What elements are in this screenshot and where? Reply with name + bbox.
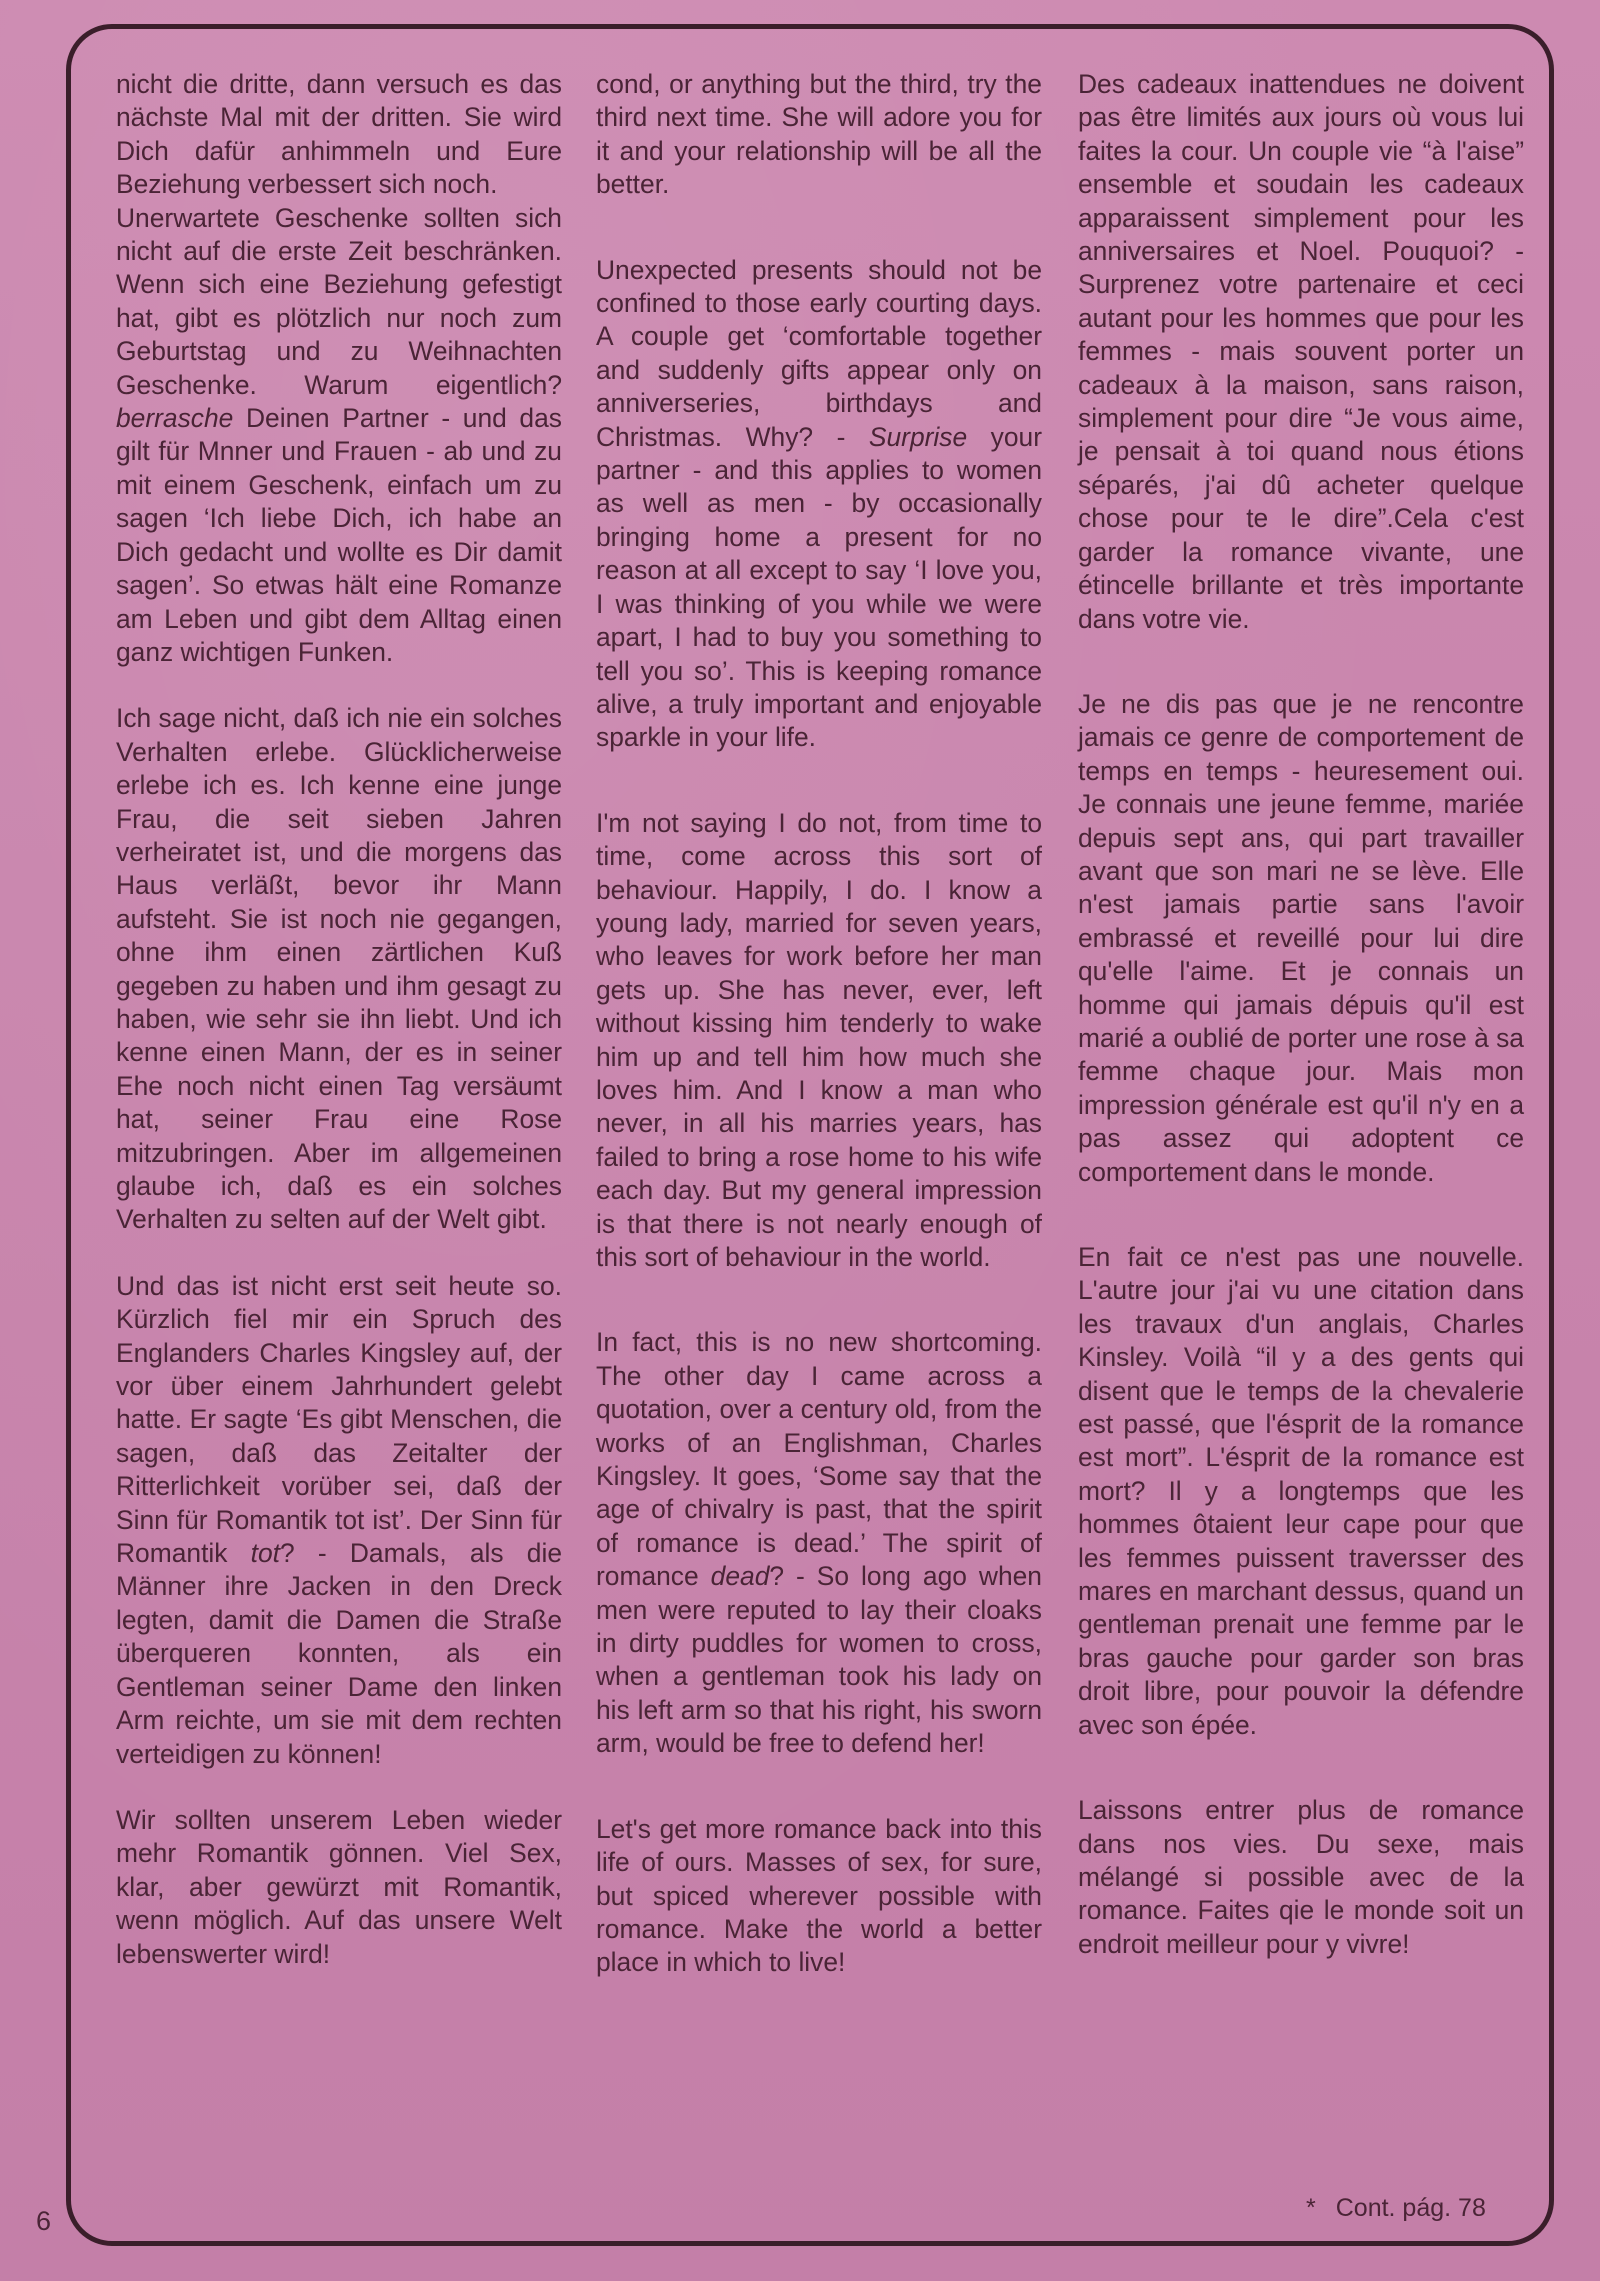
french-paragraph-4: Laissons entrer plus de romance dans nos vies. Du sexe, mais mélangé si possible avec de la romance. Faites qie le monde soit un endroit meilleur pour y vivre! [1078,1795,1524,1959]
french-paragraph-1: Des cadeaux inattendues ne doivent pas être limités aux jours où vous lui faites la cour. Un couple vie “à l'aise” ensemble et soudain les cadeaux apparaissent simplement pour les anniversaires et Noel. Pouquoi? - Surprenez votre partenaire et ceci autant pour les hommes que pour les femmes - mais souvent porter un cadeaux à la maison, sans raison, simplement pour dire “Je vous aime, je pensait à toi quand nous étions séparés, j'ai dû acheter quelque chose pour te le dire”.Cela c'est garder la romance vivante, une étincelle brillante et très importante dans votre vie. [1078,69,1524,634]
french-column [1078,68,1524,1961]
continuation-note [1306,2194,1486,2223]
german-paragraph-4: Und das ist nicht erst seit heute so. Kürzlich fiel mir ein Spruch des Englanders Charles Kingsley auf, der vor über einem Jahrhundert gelebt hatte. Er sagte ‘Es gibt Menschen, die sagen, daß das Zeitalter der Ritterlichkeit vorüber sei, daß der Sinn für Romantik tot ist’. Der Sinn für Romantik tot? - Damals, als die Männer ihre Jacken in den Dreck legten, damit die Damen die Straße überqueren konnten, als ein Gentleman seiner Dame den linken Arm reichte, um sie mit dem rechten verteidigen zu können! [116,1270,563,1769]
german-paragraph-5: Wir sollten unserem Leben wieder mehr Romantik gönnen. Viel Sex, klar, aber gewürzt mit Romantik, wenn möglich. Auf das unsere Welt lebenswerter wird! [116,1804,562,1969]
english-paragraph-4: In fact, this is no new shortcoming. The other day I came across a quotation, over a century old, from the works of an Englishman, Charles Kingsley. It goes, ‘Some say that the age of chivalry is past, that the spirit of romance is dead.’ The spirit of romance dead? - So long ago when men were reputed to lay their cloaks in dirty puddles for women to cross, when a gentleman took his lady on his left arm so that his right, his sworn arm, would be free to defend her! [596,1327,1042,1759]
german-paragraph-1: nicht die dritte, dann versuch es das nächste Mal mit der dritten. Sie wird Dich dafür anhimmeln und Eure Beziehung verbessert sich noch. [116,69,562,200]
german-column [116,68,562,1971]
french-paragraph-3: En fait ce n'est pas une nouvelle. L'autre jour j'ai vu une citation dans les travaux d'un anglais, Charles Kinsley. Voilà “il y a des gents qui disent que le temps de la chevalerie est passé, que l'ésprit de la romance est mort”. L'ésprit de la romance est mort? Il y a longtemps que les hommes ôtaient leur cape pour que les femmes puissent traversser des mares en marchant dessus, quand un gentleman prenait une femme par le bras gauche pour garder son bras droit libre, pour pouvoir la défendre avec son épée. [1078,1242,1524,1740]
continuation-label: Cont. pág. 78 [1335,2194,1486,2222]
english-paragraph-1: cond, or anything but the third, try the third next time. She will adore you for it and your relationship will be all the better. [596,69,1042,200]
continuation-marker: * [1306,2194,1316,2222]
french-paragraph-2: Je ne dis pas que je ne rencontre jamais ce genre de comportement de temps en temps - heuresement oui. Je connais une jeune femme, mariée depuis sept ans, qui part travailler avant que son mari ne se lève. Elle n'est jamais partie sans l'avoir embrassé et reveillé pour lui dire qu'elle l'aime. Et je connais un homme qui jamais dépuis qu'il est marié a oublié de porter une rose à sa femme chaque jour. Mais mon impression générale est qu'il n'y en a pas assez qui adoptent ce comportement dans le monde. [1078,688,1524,1187]
german-paragraph-2: Unerwartete Geschenke sollten sich nicht auf die erste Zeit beschränken. Wenn sich eine Beziehung gefestigt hat, gibt es plötzlich nur noch zum Geburtstag und zu Weihnachten Geschenke. Warum eigentlich? berrasche Deinen Partner - und das gilt für Mnner und Frauen - ab und zu mit einem Geschenk, einfach um zu sagen ‘Ich liebe Dich, ich habe an Dich gedacht und wollte es Dir damit sagen’. So etwas hält eine Romanze am Leben und gibt dem Alltag einen ganz wichtigen Funken. [116,202,562,667]
english-paragraph-5: Let's get more romance back into this life of ours. Masses of sex, for sure, but spiced wherever possible with romance. Make the world a better place in which to live! [596,1813,1042,1978]
english-column [596,68,1042,1980]
page-number: 6 [36,2206,52,2236]
german-paragraph-3: Ich sage nicht, daß ich nie ein solches Verhalten erlebe. Glücklicherweise erlebe ich es. Ich kenne eine junge Frau, die seit sieben Jahren verheiratet ist, und die morgens das Haus verläßt, bevor ihr Mann aufsteht. Sie ist noch nie gegangen, ohne ihm einen zärtlichen Kuß gegeben zu haben und ihm gesagt zu haben, wie sehr sie ihn liebt. Und ich kenne einen Mann, der es in seiner Ehe noch nicht einen Tag versäumt hat, seiner Frau eine Rose mitzubringen. Aber im allgemeinen glaube ich, daß es ein solches Verhalten zu selten auf der Welt gibt. [116,703,562,1235]
english-paragraph-2: Unexpected presents should not be confined to those early courting days. A couple get ‘comfortable together and suddenly gifts appear only on anniverseries, birthdays and Christmas. Why? - Surprise your partner - and this applies to women as well as men - by occasionally bringing home a present for no reason at all except to say ‘I love you, I was thinking of you while we were apart, I had to buy you something to tell you so’. This is keeping romance alive, a truly important and enjoyable sparkle in your life. [596,254,1042,753]
english-paragraph-3: I'm not saying I do not, from time to time, come across this sort of behaviour. Happily, I do. I know a young lady, married for seven years, who leaves for work before her man gets up. She has never, ever, left without kissing him tenderly to wake him up and tell him how much she loves him. And I know a man who never, in all his marries years, has failed to bring a rose home to his wife each day. But my general impression is that there is not nearly enough of this sort of behaviour in the world. [596,807,1042,1272]
